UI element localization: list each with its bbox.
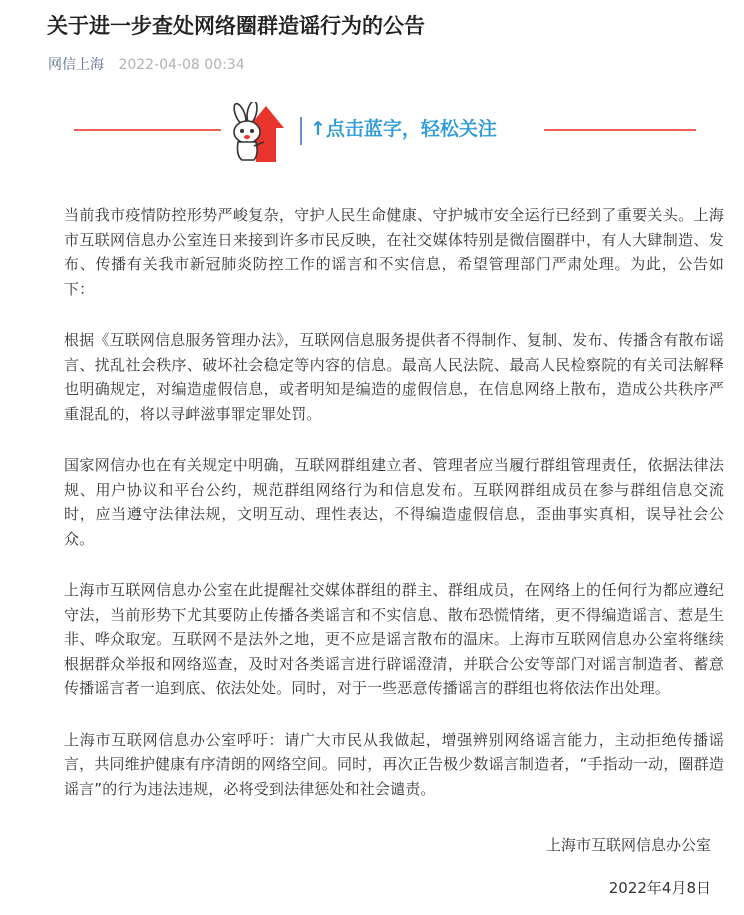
paragraph: 上海市互联网信息办公室在此提醒社交媒体群组的群主、群组成员，在网络上的任何行为都应遵纪守法，当前形势下尤其要防止传播各类谣言和不实信息、散布恐慌情绪，更不得编造谣言、惹是生非、哗众取宠。互联网不是法外之地，更不应是谣言散布的温床。上海市互联网信息办公室将继续根据群众举报和网络巡查，及时对各类谣言进行辟谣澄清，并联合公安等部门对谣言制造者、蓄意传播谣言者一追到底、依法处处。同时，对于一些恶意传播谣言的群组也将依法作出处理。 [64, 581, 724, 697]
article-body [64, 203, 724, 828]
paragraph: 根据《互联网信息服务管理办法》，互联网信息服务提供者不得制作、复制、发布、传播含有散布谣言、扰乱社会秩序、破坏社会稳定等内容的信息。最高人民法院、最高人民检察院的有关司法解释也明确规定，对编造虚假信息，或者明知是编造的虚假信息，在信息网络上散布，造成公共秩序严重混乱的，将以寻衅滋事罪定罪处罚。 [64, 331, 724, 423]
rabbit-mascot-icon [226, 102, 294, 164]
article-meta [48, 55, 245, 75]
signature-date: 2022年4月8日 [608, 879, 711, 897]
paragraph: 国家网信办也在有关规定中明确，互联网群组建立者、管理者应当履行群组管理责任，依据法律法规、用户协议和平台公约，规范群组网络行为和信息发布。互联网群组成员在参与群组信息交流时，应当遵守法律法规，文明互动、理性表达，不得编造虚假信息，歪曲事实真相，误导社会公众。 [64, 456, 724, 548]
banner-divider-left [74, 129, 221, 131]
signature: 上海市互联网信息办公室 [545, 836, 711, 854]
paragraph: 上海市互联网信息办公室呼吁：请广大市民从我做起，增强辨别网络谣言能力，主动拒绝传播谣言，共同维护健康有序清朗的网络空间。同时，再次正告极少数谣言制造者，“手指动一动，圈群造谣言”的行为违法违规，必将受到法律惩处和社会谴责。 [64, 730, 724, 798]
banner-divider-right [544, 129, 696, 131]
follow-slogan[interactable]: ↑点击蓝字，轻松关注 [310, 118, 497, 140]
article-title: 关于进一步查处网络圈群造谣行为的公告 [47, 14, 425, 38]
paragraph: 当前我市疫情防控形势严峻复杂，守护人民生命健康、守护城市安全运行已经到了重要关头。上海市互联网信息办公室连日来接到许多市民反映，在社交媒体特别是微信圈群中，有人大肆制造、发布、传播有关我市新冠肺炎防控工作的谣言和不实信息，希望管理部门严肃处理。为此，公告如下： [64, 206, 724, 298]
account-name-link[interactable]: 网信上海 [48, 57, 104, 73]
publish-time: 2022-04-08 00:34 [118, 57, 245, 73]
banner-slogan-divider [300, 117, 302, 145]
follow-banner[interactable] [74, 100, 696, 164]
